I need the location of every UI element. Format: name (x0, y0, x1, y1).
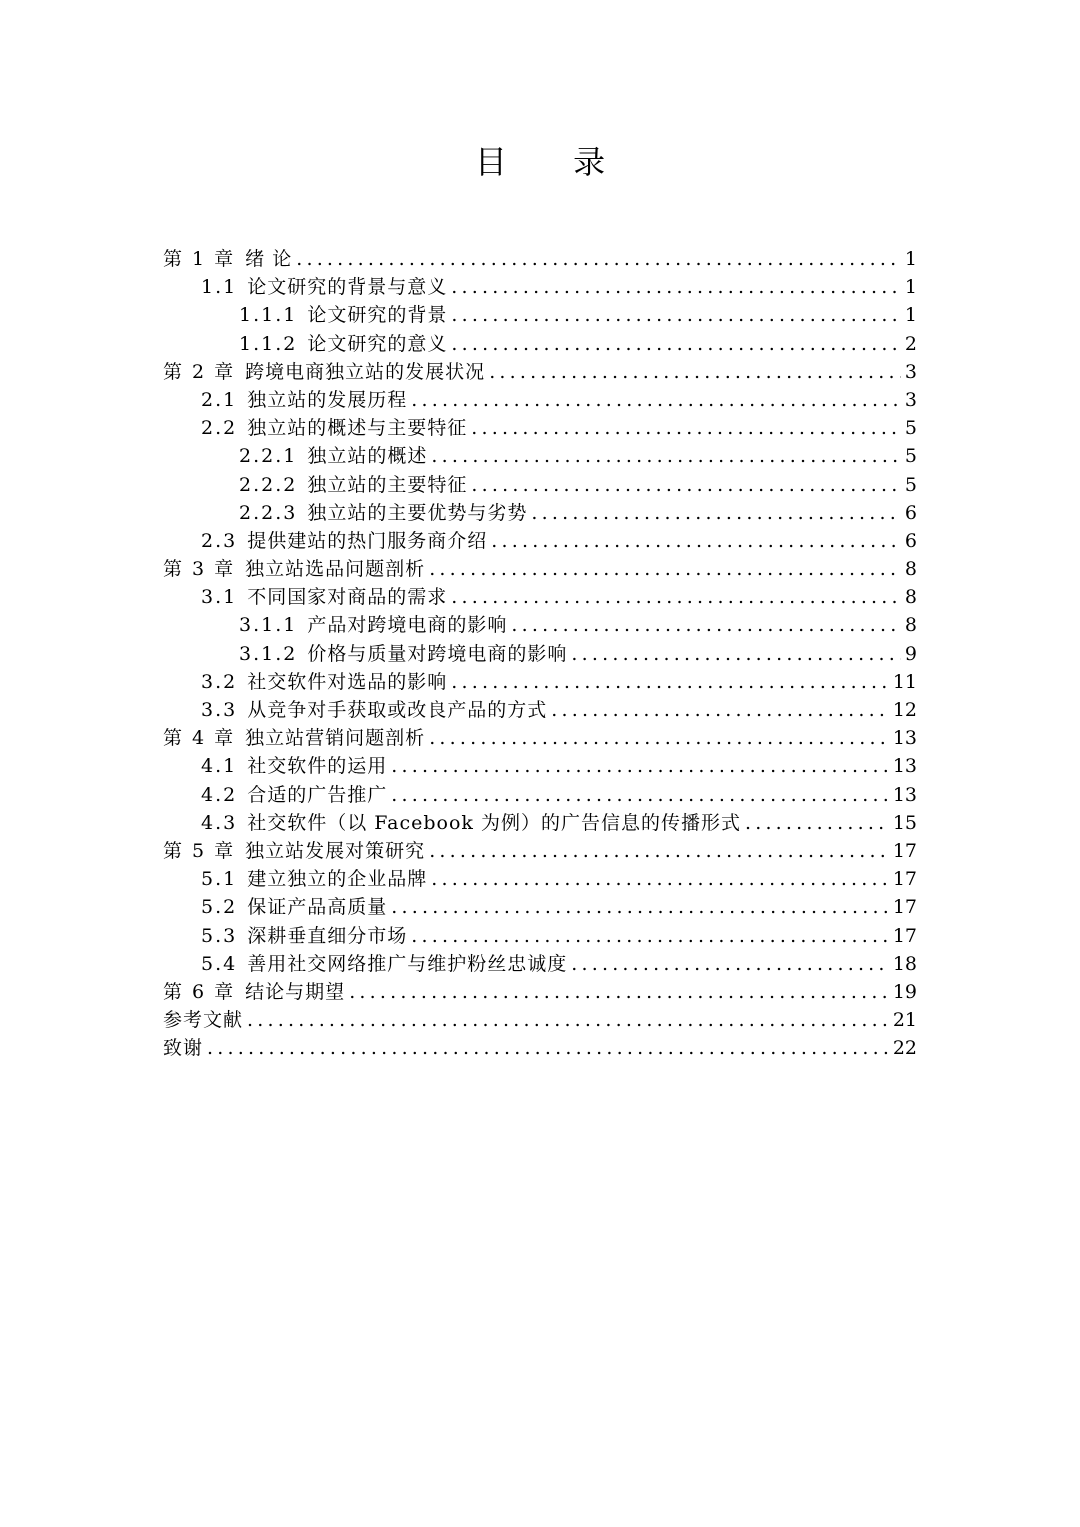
toc-dot-leader (571, 640, 901, 668)
toc-dot-leader (451, 583, 901, 611)
toc-entry-title: 合适的广告推广 (247, 783, 388, 806)
toc-entry[interactable] (163, 330, 917, 358)
toc-dot-leader (429, 837, 889, 865)
toc-entry-title: 独立站的主要优势与劣势 (307, 501, 528, 524)
toc-page-number: 8 (904, 614, 917, 637)
toc-entry-title: 论文研究的意义 (307, 332, 448, 355)
toc-entry[interactable] (163, 668, 917, 696)
toc-entry-title: 保证产品高质量 (247, 896, 388, 919)
toc-entry-number: 2.2.1 (239, 445, 298, 468)
toc-dot-leader (551, 696, 889, 724)
toc-page-number: 22 (892, 1037, 917, 1060)
toc-entry[interactable] (163, 499, 917, 527)
toc-page-number: 13 (892, 755, 917, 778)
toc-dot-leader (429, 555, 901, 583)
toc-entry-number: 3.1.1 (239, 614, 298, 637)
toc-entry[interactable] (163, 527, 917, 555)
toc-entry-title: 独立站的发展历程 (247, 388, 408, 411)
toc-page-number: 12 (892, 699, 917, 721)
toc-entry-number: 3.2 (201, 670, 238, 693)
toc-entry-number: 5.3 (201, 924, 238, 947)
toc-entry[interactable] (163, 922, 917, 950)
toc-entry-number: 第 6 章 (163, 980, 236, 1003)
toc-entry[interactable] (163, 555, 917, 583)
toc-entry[interactable] (163, 809, 917, 837)
toc-page-number: 1 (904, 304, 917, 327)
toc-entry-number: 第 4 章 (163, 727, 236, 750)
toc-entry[interactable] (163, 696, 917, 724)
toc-page-number: 8 (904, 558, 917, 581)
toc-entry-title: 不同国家对商品的需求 (247, 586, 448, 609)
page-title: 目 录 (474, 143, 634, 181)
toc-dot-leader (531, 499, 901, 527)
toc-entry-number: 第 2 章 (163, 360, 236, 383)
toc-entry-title: 提供建站的热门服务商介绍 (247, 529, 488, 552)
toc-entry-number: 1.1.1 (239, 304, 298, 327)
toc-dot-leader (411, 922, 889, 950)
toc-entry-number: 5.2 (201, 896, 238, 919)
toc-entry-title: 独立站的概述 (307, 445, 428, 468)
toc-dot-leader (471, 414, 901, 442)
toc-dot-leader (391, 781, 889, 809)
toc-page-number: 19 (892, 980, 917, 1003)
toc-entry-number: 3.1.2 (239, 642, 298, 665)
toc-page-number: 17 (892, 839, 917, 862)
toc-entry[interactable] (163, 752, 917, 780)
toc-entry-title: 价格与质量对跨境电商的影响 (307, 642, 568, 665)
toc-entry-number: 5.1 (201, 868, 238, 891)
toc-page-number: 13 (892, 783, 917, 806)
toc-entry-title: 论文研究的背景 (307, 304, 448, 327)
toc-entry[interactable] (163, 865, 917, 893)
toc-page-number: 17 (892, 924, 917, 947)
toc-page-number: 3 (904, 388, 917, 411)
toc-entry-number: 2.1 (201, 388, 238, 411)
toc-entry-title: 独立站选品问题剖析 (245, 558, 426, 581)
toc-page-number: 1 (904, 276, 917, 299)
toc-entry-number: 4.2 (201, 783, 238, 806)
toc-entry-number: 3.1 (201, 586, 238, 609)
toc-entry-title: 产品对跨境电商的影响 (307, 614, 508, 637)
toc-entry-title: 参考文献 (163, 1009, 244, 1032)
toc-entry-number: 2.2.3 (239, 501, 298, 524)
toc-entry[interactable] (163, 301, 917, 329)
toc-entry-title: 结论与期望 (245, 980, 346, 1003)
toc-page-number: 17 (892, 896, 917, 919)
toc-dot-leader (429, 724, 889, 752)
toc-dot-leader (411, 386, 901, 414)
toc-entry[interactable] (163, 442, 917, 470)
toc-entry[interactable] (163, 414, 917, 442)
toc-entry[interactable] (163, 781, 917, 809)
toc-dot-leader (451, 273, 901, 301)
toc-entry-number: 3.3 (201, 699, 238, 721)
toc-entry[interactable] (163, 1034, 917, 1062)
toc-dot-leader (451, 668, 889, 696)
toc-page-number: 13 (892, 727, 917, 750)
toc-entry[interactable] (163, 978, 917, 1006)
toc-entry-title: 独立站的主要特征 (307, 473, 468, 496)
toc-entry-number: 2.2 (201, 417, 238, 440)
toc-entry[interactable] (163, 471, 917, 499)
toc-entry[interactable] (163, 837, 917, 865)
toc-entry-title: 从竞争对手获取或改良产品的方式 (247, 699, 548, 721)
toc-entry[interactable] (163, 273, 917, 301)
toc-dot-leader (491, 527, 901, 555)
toc-dot-leader (431, 442, 901, 470)
toc-dot-leader (471, 471, 901, 499)
toc-entry-number: 1.1.2 (239, 332, 298, 355)
toc-page-number: 3 (904, 360, 917, 383)
toc-entry[interactable] (163, 611, 917, 639)
toc-page-number: 1 (904, 248, 917, 270)
toc-entry-number: 第 1 章 (163, 248, 236, 270)
toc-page-number: 5 (904, 473, 917, 496)
toc-dot-leader (431, 865, 889, 893)
toc-entry-number: 5.4 (201, 952, 238, 975)
toc-entry[interactable] (163, 583, 917, 611)
toc-dot-leader (349, 978, 889, 1006)
toc-entry-title: 独立站发展对策研究 (245, 839, 426, 862)
toc-page-number: 15 (892, 811, 917, 834)
toc-dot-leader (207, 1034, 889, 1062)
table-of-contents (163, 245, 917, 1062)
toc-entry[interactable] (163, 893, 917, 921)
toc-dot-leader (571, 950, 889, 978)
toc-page-number: 11 (892, 670, 917, 693)
toc-page-number: 9 (904, 642, 917, 665)
toc-page-number: 8 (904, 586, 917, 609)
toc-entry-number: 第 5 章 (163, 839, 236, 862)
toc-entry[interactable] (163, 386, 917, 414)
toc-entry-title: 建立独立的企业品牌 (247, 868, 428, 891)
toc-page-number: 18 (892, 952, 917, 975)
toc-dot-leader (489, 358, 901, 386)
toc-entry[interactable] (163, 245, 917, 273)
toc-entry-number: 1.1 (201, 276, 238, 299)
toc-dot-leader (745, 809, 889, 837)
toc-entry-title: 论文研究的背景与意义 (247, 276, 448, 299)
toc-entry[interactable] (163, 950, 917, 978)
toc-entry[interactable] (163, 724, 917, 752)
toc-dot-leader (391, 752, 889, 780)
toc-entry-number: 第 3 章 (163, 558, 236, 581)
toc-page-number: 5 (904, 417, 917, 440)
toc-entry-title: 独立站营销问题剖析 (245, 727, 426, 750)
toc-page-number: 6 (904, 501, 917, 524)
toc-entry-title: 独立站的概述与主要特征 (247, 417, 468, 440)
toc-dot-leader (451, 330, 901, 358)
toc-page-number: 6 (904, 529, 917, 552)
toc-dot-leader (511, 611, 901, 639)
toc-entry-number: 4.1 (201, 755, 238, 778)
toc-entry-title: 善用社交网络推广与维护粉丝忠诚度 (247, 952, 568, 975)
toc-entry-number: 4.3 (201, 811, 238, 834)
toc-dot-leader (391, 893, 889, 921)
toc-entry-title: 跨境电商独立站的发展状况 (245, 360, 486, 383)
toc-entry[interactable] (163, 358, 917, 386)
toc-entry-title: 社交软件对选品的影响 (247, 670, 448, 693)
toc-entry-title: 社交软件的运用 (247, 755, 388, 778)
toc-entry-number: 2.2.2 (239, 473, 298, 496)
toc-entry-number: 2.3 (201, 529, 238, 552)
toc-page-number: 2 (904, 332, 917, 355)
toc-dot-leader (451, 301, 901, 329)
toc-page-number: 5 (904, 445, 917, 468)
toc-dot-leader (296, 245, 901, 273)
toc-entry[interactable] (163, 640, 917, 668)
toc-dot-leader (247, 1006, 889, 1034)
toc-entry[interactable] (163, 1006, 917, 1034)
toc-entry-title: 社交软件（以 Facebook 为例）的广告信息的传播形式 (247, 811, 741, 834)
toc-entry-title: 深耕垂直细分市场 (247, 924, 408, 947)
toc-entry-title: 绪 论 (245, 248, 293, 270)
toc-entry-title: 致谢 (163, 1037, 204, 1060)
toc-page-number: 17 (892, 868, 917, 891)
toc-page-number: 21 (892, 1009, 917, 1032)
